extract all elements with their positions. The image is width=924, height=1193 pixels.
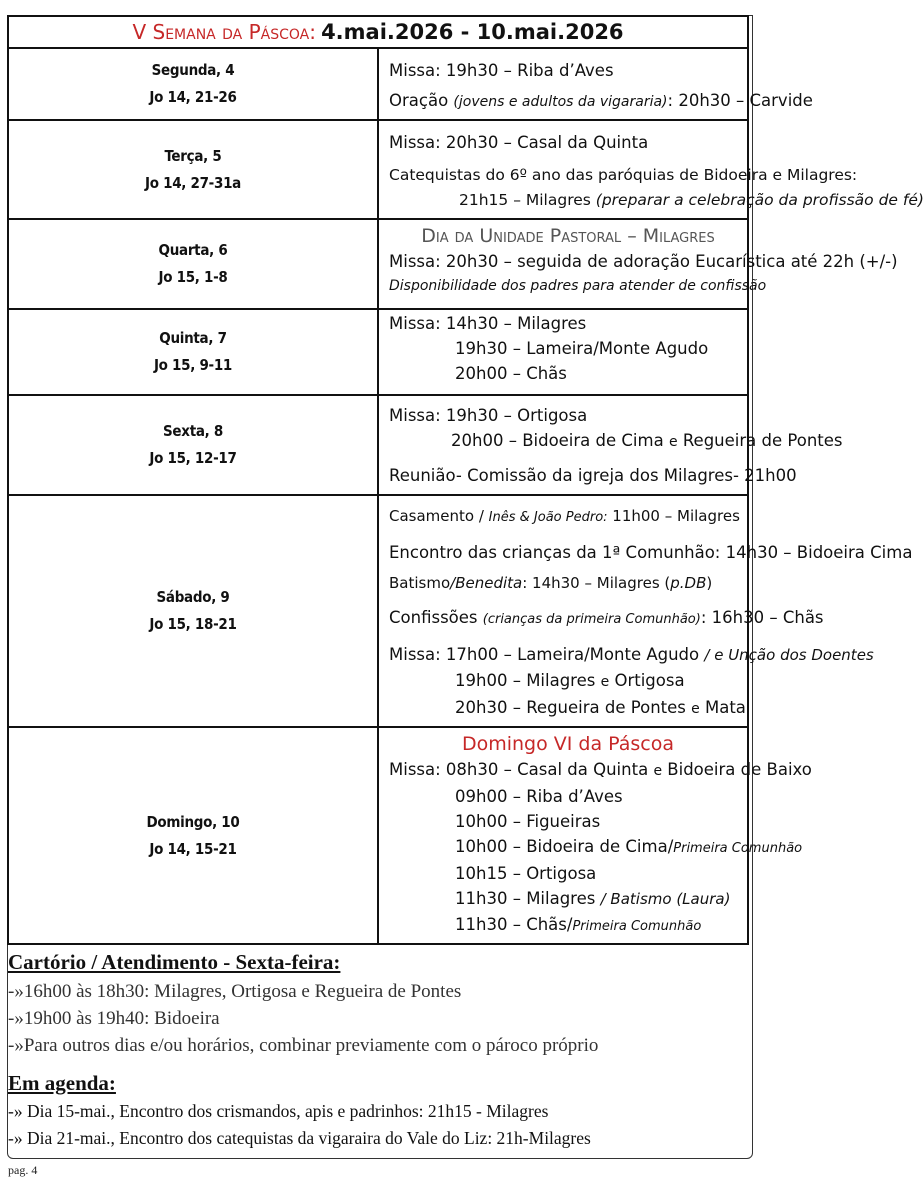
day-reading: Jo 15, 12-17 — [149, 449, 237, 467]
event-line: Catequistas do 6º ano das paróquias de Bidoeira e Milagres: — [389, 166, 858, 184]
agenda-item: -» Dia 15-mai., Encontro dos crismandos, apis e padrinhos: 21h15 - Milagres — [8, 1101, 549, 1121]
schedule-table — [7, 15, 924, 945]
day-row-monday — [8, 48, 748, 120]
day-name: Segunda, 4 — [151, 61, 235, 79]
event-line: 19h00 – Milagres e Ortigosa — [455, 671, 685, 690]
event-line: 10h00 – Bidoeira de Cima/Primeira Comunhão — [455, 837, 803, 856]
event-line: 10h15 – Ortigosa — [455, 864, 597, 883]
event-line: 11h30 – Chãs/Primeira Comunhão — [455, 915, 702, 934]
events-cell — [378, 309, 748, 395]
day-reading: Jo 14, 27-31a — [145, 173, 241, 192]
event-line: Missa: 19h30 – Riba d’Aves — [389, 61, 614, 80]
week-title — [8, 16, 748, 48]
event-line: Casamento / Inês & João Pedro: 11h00 – Milagres — [389, 507, 740, 525]
event-line: Oração (jovens e adultos da vigararia): 20h30 – Carvide — [389, 91, 813, 110]
day-name: Domingo, 10 — [146, 812, 240, 831]
day-cell — [8, 219, 378, 309]
event-line: 09h00 – Riba d’Aves — [455, 787, 623, 806]
day-name: Quarta, 6 — [158, 241, 228, 259]
event-line: Confissões (crianças da primeira Comunhão): 16h30 – Chãs — [389, 608, 824, 627]
day-cell — [8, 395, 378, 495]
week-title-label: V Semana da Páscoa: — [132, 20, 316, 44]
cartorio-item: -»Para outros dias e/ou horários, combinar previamente com o pároco próprio — [8, 1035, 599, 1056]
day-cell — [8, 495, 378, 727]
day-cell — [8, 727, 378, 944]
cartorio-item: -»19h00 às 19h40: Bidoeira — [8, 1008, 220, 1029]
page-number: pag. 4 — [8, 1163, 38, 1177]
event-line: 21h15 – Milagres (preparar a celebração da profissão de fé) — [459, 191, 924, 209]
events-cell — [378, 727, 812, 944]
event-line: Disponibilidade dos padres para atender de confissão — [389, 278, 767, 294]
day-reading: Jo 15, 1-8 — [158, 268, 228, 286]
week-title-dates: 4.mai.2026 - 10.mai.2026 — [321, 20, 624, 44]
day-cell — [8, 120, 378, 219]
agenda-heading: Em agenda: — [8, 1071, 116, 1095]
day-reading: Jo 14, 15-21 — [149, 839, 237, 858]
event-line: Missa: 20h30 – Casal da Quinta — [389, 133, 649, 152]
event-line: Missa: 20h30 – seguida de adoração Eucarística até 22h (+/-) — [389, 252, 898, 271]
day-name: Sábado, 9 — [156, 588, 230, 606]
event-line: 11h30 – Milagres / Batismo (Laura) — [455, 889, 731, 908]
cartorio-heading: Cartório / Atendimento - Sexta-feira: — [8, 950, 341, 974]
event-line: Batismo/Benedita: 14h30 – Milagres (p.DB) — [389, 574, 713, 592]
day-cell — [8, 309, 378, 395]
events-cell — [378, 495, 913, 727]
day-reading: Jo 14, 21-26 — [149, 88, 237, 106]
event-line: Missa: 14h30 – Milagres — [389, 314, 587, 333]
events-cell — [378, 48, 813, 120]
day-reading: Jo 15, 9-11 — [153, 356, 233, 374]
day-row-wednesday — [8, 219, 748, 309]
cartorio-item: -»16h00 às 18h30: Milagres, Ortigosa e Regueira de Pontes — [8, 981, 462, 1002]
event-line: Encontro das crianças da 1ª Comunhão: 14h30 – Bidoeira Cima — [389, 543, 913, 562]
day-reading: Jo 15, 18-21 — [149, 615, 237, 633]
sunday-heading: Domingo VI da Páscoa — [461, 733, 675, 755]
event-line: 20h00 – Bidoeira de Cima e Regueira de Pontes — [451, 431, 843, 450]
events-cell — [378, 120, 924, 219]
day-row-thursday — [8, 309, 748, 395]
event-line: 19h30 – Lameira/Monte Agudo — [455, 339, 709, 358]
day-name: Quinta, 7 — [159, 329, 227, 347]
event-line: 20h00 – Chãs — [455, 364, 567, 383]
event-line: Missa: 08h30 – Casal da Quinta e Bidoeira de Baixo — [389, 760, 812, 779]
day-row-tuesday — [8, 120, 748, 219]
day-row-friday — [8, 395, 748, 495]
event-line: Missa: 19h30 – Ortigosa — [389, 406, 588, 425]
event-line: 20h30 – Regueira de Pontes e Mata — [455, 698, 746, 717]
agenda-item: -» Dia 21-mai., Encontro dos catequistas da vigaraira do Vale do Liz: 21h-Milagres — [8, 1128, 591, 1148]
event-line: 10h00 – Figueiras — [455, 812, 601, 831]
day-row-sunday — [8, 727, 748, 944]
unity-day-heading: Dia da Unidade Pastoral – Milagres — [421, 225, 715, 247]
day-name: Terça, 5 — [164, 146, 222, 165]
event-line: Reunião- Comissão da igreja dos Milagres- 21h00 — [389, 466, 797, 485]
day-cell — [8, 48, 378, 120]
day-name: Sexta, 8 — [163, 422, 223, 440]
day-row-saturday — [8, 495, 748, 727]
events-cell — [378, 395, 843, 495]
events-cell — [378, 219, 898, 309]
event-line: Missa: 17h00 – Lameira/Monte Agudo / e Unção dos Doentes — [389, 645, 874, 664]
